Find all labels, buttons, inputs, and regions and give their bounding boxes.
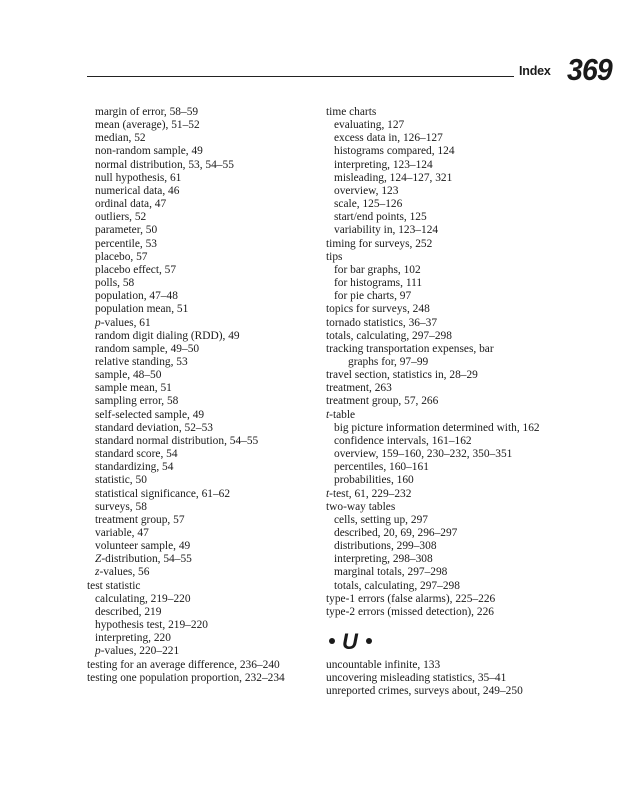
entry-text: testing one population proportion, 232–234 xyxy=(87,671,285,684)
index-subentry xyxy=(87,119,315,132)
index-entry xyxy=(326,488,561,501)
entry-text: random sample, 49–50 xyxy=(95,342,200,355)
index-subentry xyxy=(87,303,315,316)
index-entry xyxy=(326,343,561,356)
index-subentry xyxy=(87,395,315,408)
entry-text: -table xyxy=(329,408,356,421)
entry-text: sample, 48–50 xyxy=(95,369,162,382)
entry-text: non-random sample, 49 xyxy=(95,145,203,158)
entry-text: described, 219 xyxy=(95,605,162,618)
entry-text: uncountable infinite, 133 xyxy=(326,659,441,672)
entry-text: interpreting, 220 xyxy=(95,632,171,645)
entry-text: graphs for, 97–99 xyxy=(348,355,429,368)
index-subentry xyxy=(326,553,561,566)
index-subentry xyxy=(87,527,315,540)
italic-term: Z xyxy=(95,553,102,566)
entry-text: population, 47–48 xyxy=(95,290,178,303)
index-entries-u xyxy=(326,659,561,698)
index-entry xyxy=(87,659,315,672)
entry-text: treatment, 263 xyxy=(326,382,392,395)
entry-text: type-2 errors (missed detection), 226 xyxy=(326,605,494,618)
entry-text: random digit dialing (RDD), 49 xyxy=(95,329,240,342)
entry-text: variability in, 123–124 xyxy=(334,224,439,237)
index-subentry xyxy=(326,435,561,448)
index-entry xyxy=(326,251,561,264)
entry-text: parameter, 50 xyxy=(95,224,158,237)
index-subentry xyxy=(87,632,315,645)
entry-text: percentiles, 160–161 xyxy=(334,461,429,474)
entry-text: for histograms, 111 xyxy=(334,277,423,290)
index-subentry xyxy=(326,514,561,527)
index-subentry xyxy=(87,238,315,251)
entry-text: -values, 56 xyxy=(99,566,150,579)
index-subentry xyxy=(87,501,315,514)
index-subentry xyxy=(87,553,315,566)
section-title: Index xyxy=(519,64,551,78)
index-subentry xyxy=(326,461,561,474)
letter-heading-text: U xyxy=(342,628,358,654)
entry-text: null hypothesis, 61 xyxy=(95,171,182,184)
entry-text: outliers, 52 xyxy=(95,211,147,224)
index-subentry xyxy=(87,343,315,356)
entry-text: calculating, 219–220 xyxy=(95,592,191,605)
index-subentry xyxy=(87,514,315,527)
entry-text: hypothesis test, 219–220 xyxy=(95,619,208,632)
entry-text: standard normal distribution, 54–55 xyxy=(95,434,259,447)
entry-text: testing for an average difference, 236–240 xyxy=(87,658,280,671)
bullet-icon xyxy=(329,638,335,644)
page-number: 369 xyxy=(567,52,612,87)
index-subentry xyxy=(87,448,315,461)
index-subentry xyxy=(87,435,315,448)
index-subentry xyxy=(326,185,561,198)
italic-term: t xyxy=(326,487,330,500)
index-subentry xyxy=(87,145,315,158)
entry-text: misleading, 124–127, 321 xyxy=(334,171,453,184)
index-entry xyxy=(326,395,561,408)
entry-text: ordinal data, 47 xyxy=(95,198,167,211)
index-subentry xyxy=(87,540,315,553)
entry-text: interpreting, 123–124 xyxy=(334,158,433,171)
index-subentry xyxy=(326,422,561,435)
index-entry xyxy=(326,238,561,251)
entry-text: volunteer sample, 49 xyxy=(95,540,191,553)
letter-heading-u xyxy=(326,623,561,659)
entry-text: test statistic xyxy=(87,579,141,592)
index-column-left xyxy=(87,106,315,685)
index-entry xyxy=(326,317,561,330)
index-entry xyxy=(87,580,315,593)
entry-text: distributions, 299–308 xyxy=(334,540,437,553)
index-entry xyxy=(326,409,561,422)
index-subentry xyxy=(326,132,561,145)
entry-text: tornado statistics, 36–37 xyxy=(326,316,438,329)
entry-text: start/end points, 125 xyxy=(334,211,427,224)
index-subentry xyxy=(326,145,561,158)
entry-text: -values, 61 xyxy=(100,316,151,329)
entry-text: statistic, 50 xyxy=(95,474,147,487)
index-subentry xyxy=(87,382,315,395)
index-subentry xyxy=(87,211,315,224)
entry-text: self-selected sample, 49 xyxy=(95,408,205,421)
index-entry xyxy=(326,369,561,382)
entry-text: excess data in, 126–127 xyxy=(334,132,443,145)
index-entries-t xyxy=(326,106,561,619)
entry-text: statistical significance, 61–62 xyxy=(95,487,231,500)
index-subentry xyxy=(87,606,315,619)
entry-text: histograms compared, 124 xyxy=(334,145,455,158)
index-subentry xyxy=(326,264,561,277)
index-subentry xyxy=(87,593,315,606)
entry-text: scale, 125–126 xyxy=(334,198,403,211)
index-subentry xyxy=(87,198,315,211)
entry-text: placebo effect, 57 xyxy=(95,263,177,276)
entry-text: travel section, statistics in, 28–29 xyxy=(326,369,478,382)
entry-text: surveys, 58 xyxy=(95,500,147,513)
index-subentry xyxy=(326,172,561,185)
header-rule xyxy=(87,76,514,77)
entry-text: margin of error, 58–59 xyxy=(95,106,199,118)
bullet-icon xyxy=(366,638,372,644)
italic-term: p xyxy=(95,645,101,658)
index-subentry xyxy=(326,224,561,237)
italic-term: t xyxy=(326,408,330,421)
index-subentry xyxy=(87,277,315,290)
entry-text: standard score, 54 xyxy=(95,448,178,461)
entry-text: unreported crimes, surveys about, 249–250 xyxy=(326,685,523,698)
index-subentry xyxy=(326,580,561,593)
index-subentry xyxy=(87,461,315,474)
entry-text: time charts xyxy=(326,106,377,118)
index-subentry xyxy=(326,119,561,132)
index-entry xyxy=(326,672,561,685)
entry-text: totals, calculating, 297–298 xyxy=(326,329,452,342)
entry-text: normal distribution, 53, 54–55 xyxy=(95,158,234,171)
index-column-right xyxy=(326,106,561,699)
index-subentry xyxy=(87,422,315,435)
entry-text: placebo, 57 xyxy=(95,250,148,263)
entry-text: for bar graphs, 102 xyxy=(334,263,421,276)
entry-text: overview, 123 xyxy=(334,184,399,197)
index-subentry xyxy=(326,290,561,303)
entry-text: treatment group, 57, 266 xyxy=(326,395,439,408)
entry-text: tips xyxy=(326,250,343,263)
entry-text: standard deviation, 52–53 xyxy=(95,421,213,434)
entry-text: two-way tables xyxy=(326,500,396,513)
entry-text: described, 20, 69, 296–297 xyxy=(334,527,458,539)
index-subentry xyxy=(87,224,315,237)
index-entry xyxy=(326,593,561,606)
index-subentry xyxy=(87,369,315,382)
entry-text: evaluating, 127 xyxy=(334,119,405,132)
entry-text: marginal totals, 297–298 xyxy=(334,566,448,579)
entry-text: -values, 220–221 xyxy=(100,645,180,658)
index-subentry xyxy=(87,474,315,487)
entry-text: sample mean, 51 xyxy=(95,382,172,395)
index-subentry xyxy=(326,448,561,461)
entry-text: uncovering misleading statistics, 35–41 xyxy=(326,672,507,685)
index-subentry xyxy=(326,474,561,487)
index-subentry xyxy=(326,198,561,211)
entry-text: -distribution, 54–55 xyxy=(101,553,192,566)
index-subentry xyxy=(326,527,561,540)
entry-text: totals, calculating, 297–298 xyxy=(334,579,460,592)
index-subentry xyxy=(87,619,315,632)
index-entry xyxy=(326,106,561,119)
entry-text: treatment group, 57 xyxy=(95,513,185,526)
entry-text: polls, 58 xyxy=(95,277,135,290)
index-subentry xyxy=(326,540,561,553)
entry-text: tracking transportation expenses, bar xyxy=(326,342,494,355)
index-entry xyxy=(326,501,561,514)
index-subentry xyxy=(87,251,315,264)
entry-text: probabilities, 160 xyxy=(334,474,414,487)
index-entry xyxy=(326,382,561,395)
entry-text: topics for surveys, 248 xyxy=(326,303,430,316)
entry-text: cells, setting up, 297 xyxy=(334,513,428,526)
index-subentry xyxy=(87,185,315,198)
index-entry xyxy=(326,685,561,698)
entry-text: variable, 47 xyxy=(95,527,149,539)
index-entry xyxy=(326,659,561,672)
italic-term: p xyxy=(95,316,101,329)
index-entry xyxy=(87,672,315,685)
index-entry xyxy=(326,606,561,619)
index-subentry xyxy=(326,277,561,290)
entry-text: percentile, 53 xyxy=(95,237,157,250)
entry-text: overview, 159–160, 230–232, 350–351 xyxy=(334,448,513,461)
index-subentry xyxy=(326,566,561,579)
index-subentry xyxy=(87,409,315,422)
entry-text: standardizing, 54 xyxy=(95,461,174,474)
entry-text: relative standing, 53 xyxy=(95,355,188,368)
entry-text: type-1 errors (false alarms), 225–226 xyxy=(326,592,496,605)
index-subentry xyxy=(326,211,561,224)
entry-text: big picture information determined with, 162 xyxy=(334,421,540,434)
index-subentry xyxy=(326,356,561,369)
entry-text: population mean, 51 xyxy=(95,303,189,316)
entry-text: mean (average), 51–52 xyxy=(95,119,200,132)
index-subentry xyxy=(87,566,315,579)
index-subentry xyxy=(87,356,315,369)
index-subentry xyxy=(87,330,315,343)
index-subentry xyxy=(87,645,315,658)
index-subentry xyxy=(87,488,315,501)
entry-text: numerical data, 46 xyxy=(95,184,180,197)
index-subentry xyxy=(326,159,561,172)
entry-text: -test, 61, 229–232 xyxy=(329,487,412,500)
index-entry xyxy=(326,303,561,316)
index-subentry xyxy=(87,132,315,145)
index-subentry xyxy=(87,172,315,185)
index-subentry xyxy=(87,159,315,172)
index-subentry xyxy=(87,106,315,119)
entry-text: timing for surveys, 252 xyxy=(326,237,433,250)
index-subentry xyxy=(87,317,315,330)
index-entry xyxy=(326,330,561,343)
entry-text: median, 52 xyxy=(95,132,146,145)
entry-text: sampling error, 58 xyxy=(95,395,179,408)
entry-text: for pie charts, 97 xyxy=(334,290,412,303)
entry-text: interpreting, 298–308 xyxy=(334,553,433,566)
index-subentry xyxy=(87,290,315,303)
index-subentry xyxy=(87,264,315,277)
entry-text: confidence intervals, 161–162 xyxy=(334,434,472,447)
italic-term: z xyxy=(95,566,100,579)
